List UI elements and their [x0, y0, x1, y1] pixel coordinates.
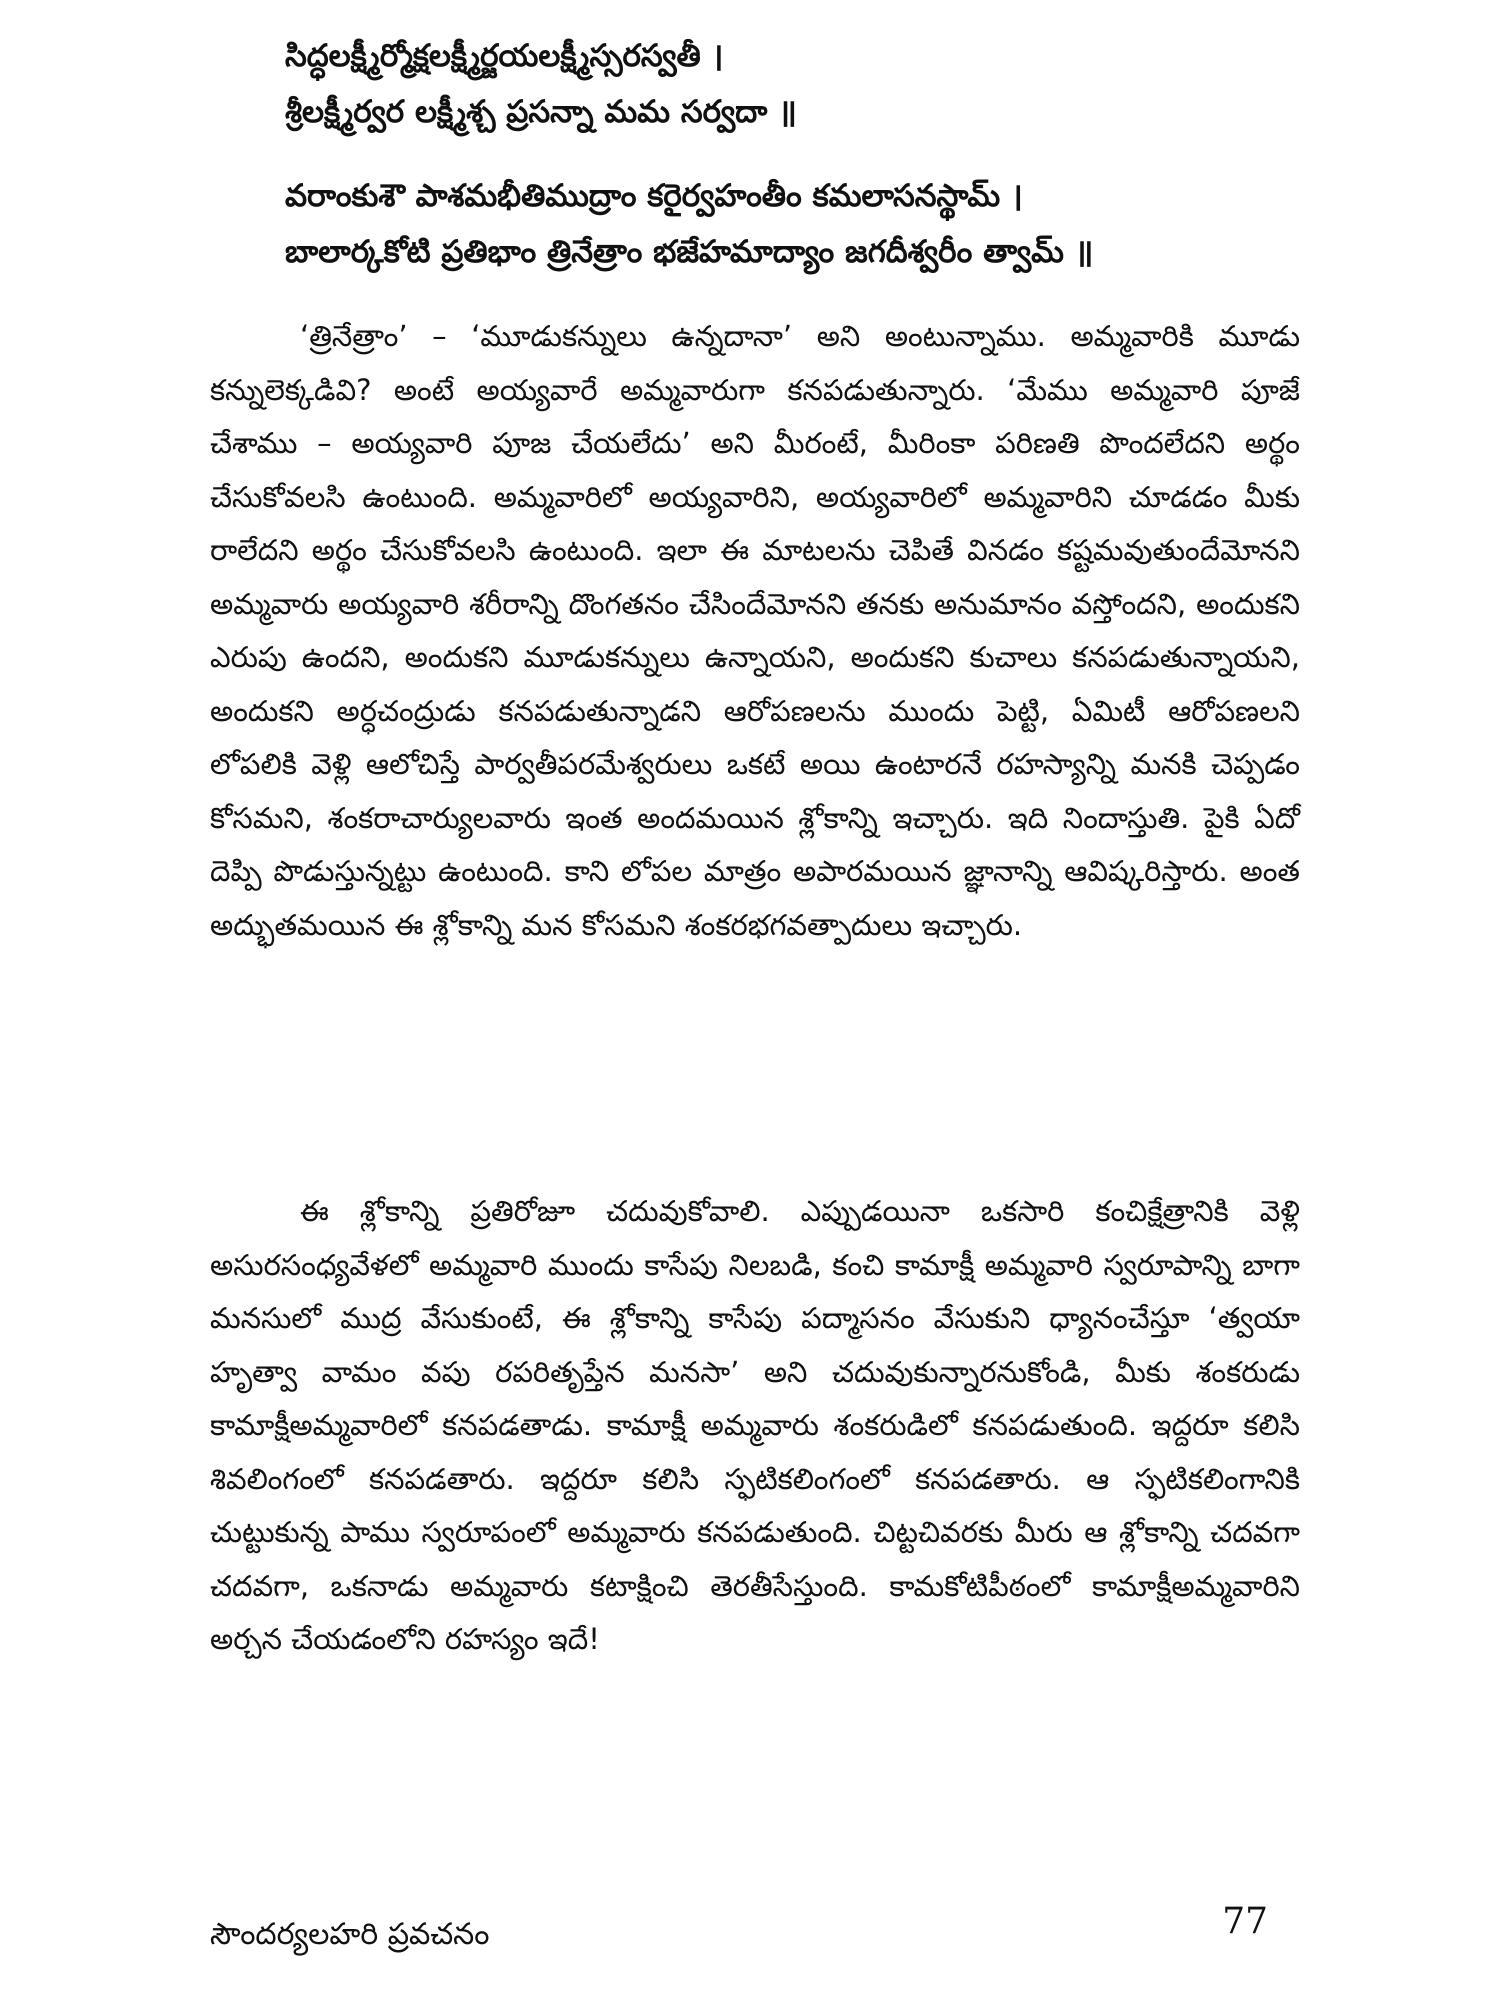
verse-block: [285, 28, 1285, 140]
verse-line: శ్రీలక్ష్మీర్వర లక్ష్మీశ్చ ప్రసన్నా మమ సర్వదా ॥: [285, 94, 797, 130]
footer-book-title: సౌందర్యలహరి ప్రవచనం: [210, 1917, 490, 1952]
verse-line: వరాంకుశౌ పాశమభీతిముద్రాం కరైర్వహంతీం కమలాసనస్థామ్ ।: [285, 178, 1023, 214]
verse-line: బాలార్కకోటి ప్రతిభాం త్రినేత్రాం భజేహమాద్యాం జగదీశ్వరీం త్వామ్ ॥: [285, 234, 1094, 270]
page-number: 77: [1222, 1901, 1268, 1942]
verse-block: [285, 168, 1285, 280]
body-paragraph: ‘త్రినేత్రాం’ – ‘మూడుకన్నులు ఉన్నదానా’ అని అంటున్నాము. అమ్మవారికి మూడు కన్నులెక్కడివి? అంటే అయ్యవారే అమ్మవారుగా కనపడుతున్నారు. ‘మేము అమ్మవారి పూజే చేశాము – అయ్యవారి పూజ చేయలేదు’ అని మీరంటే, మీరింకా పరిణతి పొందలేదని అర్థం చేసుకోవలసి ఉంటుంది. అమ్మవారిలో అయ్యవారిని, అయ్యవారిలో అమ్మవారిని చూడడం మీకు రాలేదని అర్థం చేసుకోవలసి ఉంటుంది. ఇలా ఈ మాటలను చెపితే వినడం కష్టమవుతుందేమోనని అమ్మవారు అయ్యవారి శరీరాన్ని దొంగతనం చేసిందేమోనని తనకు అనుమానం వస్తోందని, అందుకని ఎరుపు ఉందని, అందుకని మూడుకన్నులు ఉన్నాయని, అందుకని కుచాలు కనపడుతున్నాయని, అందుకని అర్ధచంద్రుడు కనపడుతున్నాడని ఆరోపణలను ముందు పెట్టి, ఏమిటీ ఆరోపణలని లోపలికి వెళ్లి ఆలోచిస్తే పార్వతీపరమేశ్వరులు ఒకటే అయి ఉంటారనే రహస్యాన్ని మనకి చెప్పడం కోసమని, శంకరాచార్యులవారు ఇంత అందమయిన శ్లోకాన్ని ఇచ్చారు. ఇది నిందాస్తుతి. పైకి ఏదో దెప్పి పొడుస్తున్నట్టు ఉంటుంది. కాని లోపల మాత్రం అపారమయిన జ్ఞానాన్ని ఆవిష్కరిస్తారు. అంత అద్భుతమయిన ఈ శ్లోకాన్ని మన కోసమని శంకరభగవత్పాదులు ఇచ్చారు.: [210, 319, 1300, 942]
body-paragraph: ఈ శ్లోకాన్ని ప్రతిరోజూ చదువుకోవాలి. ఎప్పుడయినా ఒకసారి కంచిక్షేత్రానికి వెళ్లి అసురసంధ్యవేళలో అమ్మవారి ముందు కాసేపు నిలబడి, కంచి కామాక్షీ అమ్మవారి స్వరూపాన్ని బాగా మనసులో ముద్ర వేసుకుంటే, ఈ శ్లోకాన్ని కాసేపు పద్మాసనం వేసుకుని ధ్యానంచేస్తూ ‘త్వయా హృత్వా వామం వపు రపరితృప్తేన మనసా’ అని చదువుకున్నారనుకోండి, మీకు శంకరుడు కామాక్షీఅమ్మవారిలో కనపడతాడు. కామాక్షీ అమ్మవారు శంకరుడిలో కనపడుతుంది. ఇద్దరూ కలిసి శివలింగంలో కనపడతారు. ఇద్దరూ కలిసి స్ఫటికలింగంలో కనపడతారు. ఆ స్ఫటికలింగానికి చుట్టుకున్న పాము స్వరూపంలో అమ్మవారు కనపడుతుంది. చిట్టచివరకు మీరు ఆ శ్లోకాన్ని చదవగా చదవగా, ఒకనాడు అమ్మవారు కటాక్షించి తెరతీసేస్తుంది. కామకోటిపీఠంలో కామాక్షీఅమ్మవారిని అర్చన చేయడంలోని రహస్యం ఇదే!: [210, 1194, 1300, 1656]
verse-line: సిద్ధలక్ష్మీర్మోక్షలక్ష్మీర్జయలక్ష్మీస్సరస్వతీ ।: [285, 38, 724, 74]
